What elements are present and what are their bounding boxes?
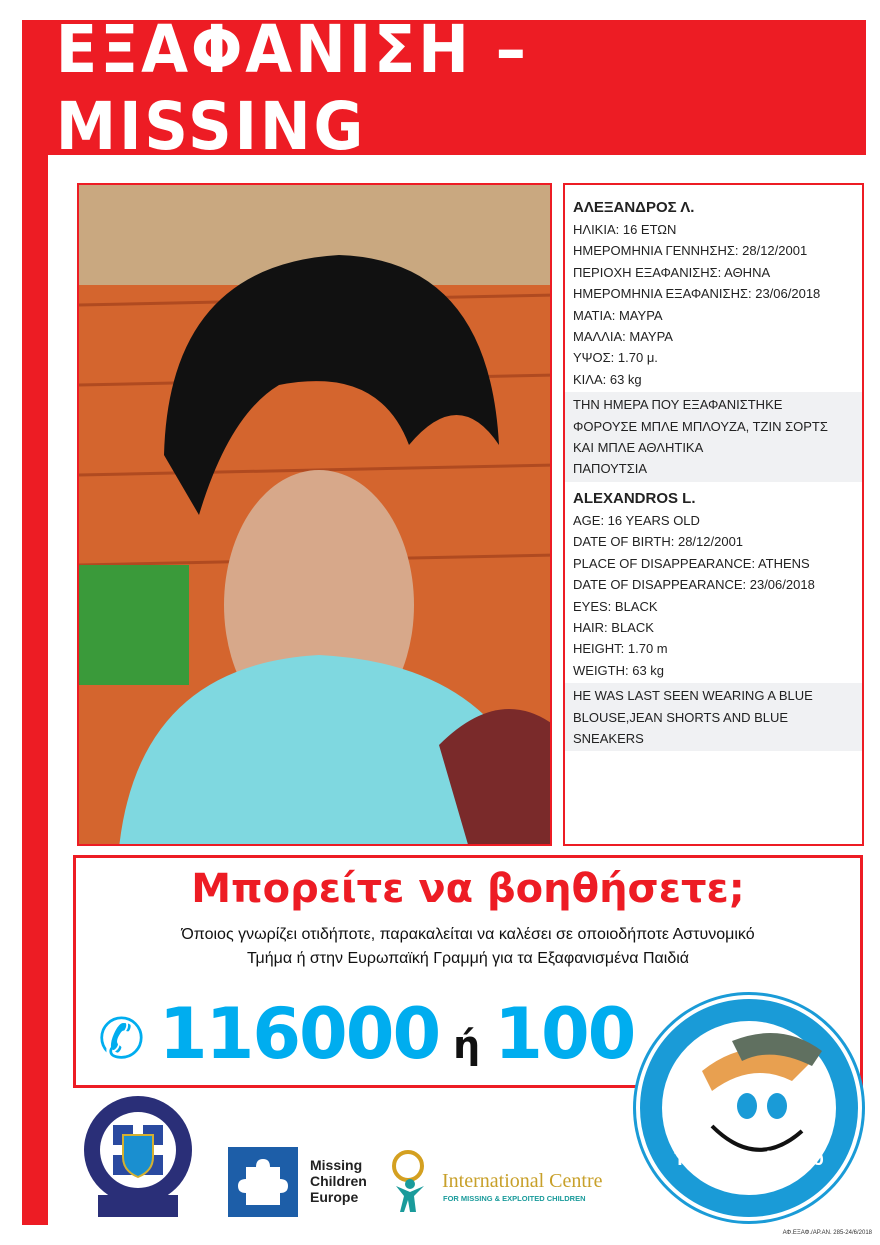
english-detail: DATE OF BIRTH: 28/12/2001 [573, 534, 744, 550]
greek-detail: ΗΛΙΚΙΑ: 16 ΕΤΩΝ [573, 222, 677, 237]
greek-clothing-line: ΦΟΡΟΥΣΕ ΜΠΛΕ ΜΠΛΟΥΖΑ, ΤΖΙΝ ΣΟΡΤΣ [573, 418, 828, 434]
mce-line: Europe [310, 1189, 359, 1205]
poster-title: ΕΞΑΦΑΝΙΣΗ – MISSING [55, 10, 529, 165]
person-details-panel [563, 183, 864, 846]
greek-clothing-line: ΚΑΙ ΜΠΛΕ ΑΘΛΗΤΙΚΑ [573, 440, 704, 456]
icmec-logo-icon [388, 1148, 430, 1214]
left-band [22, 155, 48, 1225]
greek-detail: ΗΜΕΡΟΜΗΝΙΑ ΕΞΑΦΑΝΙΣΗΣ: 23/06/2018 [573, 286, 821, 302]
missing-children-europe-logo [228, 1147, 298, 1217]
greek-detail: ΚΙΛΑ: 63 kg [573, 371, 642, 387]
greek-clothing-line: ΠΑΠΟΥΤΣΙΑ [573, 461, 648, 477]
greek-detail: ΜΑΤΙΑ: ΜΑΥΡΑ [573, 307, 663, 323]
police-number[interactable]: 100 [494, 993, 635, 1075]
english-clothing-line: SNEAKERS [573, 730, 644, 746]
help-text-line: Τμήμα ή στην Ευρωπαϊκή Γραμμή για τα Εξαφανισμένα Παιδιά [246, 950, 690, 967]
greek-clothing [565, 392, 862, 482]
english-detail: EYES: BLACK [573, 598, 658, 614]
greek-detail: ΗΜΕΡΟΜΗΝΙΑ ΓΕΝΝΗΣΗΣ: 28/12/2001 [573, 243, 808, 259]
english-name: ALEXANDROS L. [573, 489, 696, 507]
greek-detail: ΥΨΟΣ: 1.70 μ. [573, 350, 658, 366]
english-detail: DATE OF DISAPPEARANCE: 23/06/2018 [573, 577, 815, 593]
help-text-line: Όποιος γνωρίζει οτιδήποτε, παρακαλείται να καλέσει σε οποιοδήποτε Αστυνομικό [181, 926, 755, 943]
mce-line: Missing [310, 1157, 363, 1173]
english-detail: PLACE OF DISAPPEARANCE: ATHENS [573, 555, 810, 571]
smile-of-the-child-logo [636, 995, 862, 1221]
reference-code: ΑΦ.ΕΞΑΦ./ΑΡ.ΑΝ. 285-24/6/2018 [782, 1230, 872, 1236]
english-clothing [565, 683, 862, 751]
greek-clothing-line: ΤΗΝ ΗΜΕΡΑ ΠΟΥ ΕΞΑΦΑΝΙΣΤΗΚΕ [573, 397, 783, 413]
english-clothing-line: BLOUSE,JEAN SHORTS AND BLUE [573, 709, 789, 725]
icmec-subtitle: FOR MISSING & EXPLOITED CHILDREN [443, 1194, 586, 1203]
smile-logo-text: Το χαμόγελο του παιδιού [674, 1149, 824, 1192]
english-detail: HEIGHT: 1.70 m [573, 641, 668, 657]
greek-detail: ΜΑΛΛΙΑ: ΜΑΥΡΑ [573, 329, 673, 345]
or-text: ή [453, 1023, 481, 1067]
greek-name: ΑΛΕΞΑΝΔΡΟΣ Λ. [573, 199, 695, 216]
mce-text [310, 1157, 367, 1205]
hellenic-police-logo [80, 1095, 196, 1223]
hotline-number[interactable]: 116000 [158, 993, 440, 1075]
help-text [76, 923, 860, 971]
mce-line: Children [310, 1173, 367, 1189]
phone-numbers [98, 993, 634, 1075]
english-detail: WEIGTH: 63 kg [573, 662, 665, 678]
phone-icon: ✆ [98, 1007, 145, 1072]
english-clothing-line: HE WAS LAST SEEN WEARING A BLUE [573, 688, 813, 704]
help-title: Μπορείτε να βοηθήσετε; [191, 866, 745, 912]
english-detail: AGE: 16 YEARS OLD [573, 512, 700, 528]
greek-detail: ΠΕΡΙΟΧΗ ΕΞΑΦΑΝΙΣΗΣ: ΑΘΗΝΑ [573, 264, 771, 280]
english-detail: HAIR: BLACK [573, 619, 654, 635]
missing-person-photo [77, 183, 552, 846]
icmec-title: International Centre [442, 1170, 603, 1192]
